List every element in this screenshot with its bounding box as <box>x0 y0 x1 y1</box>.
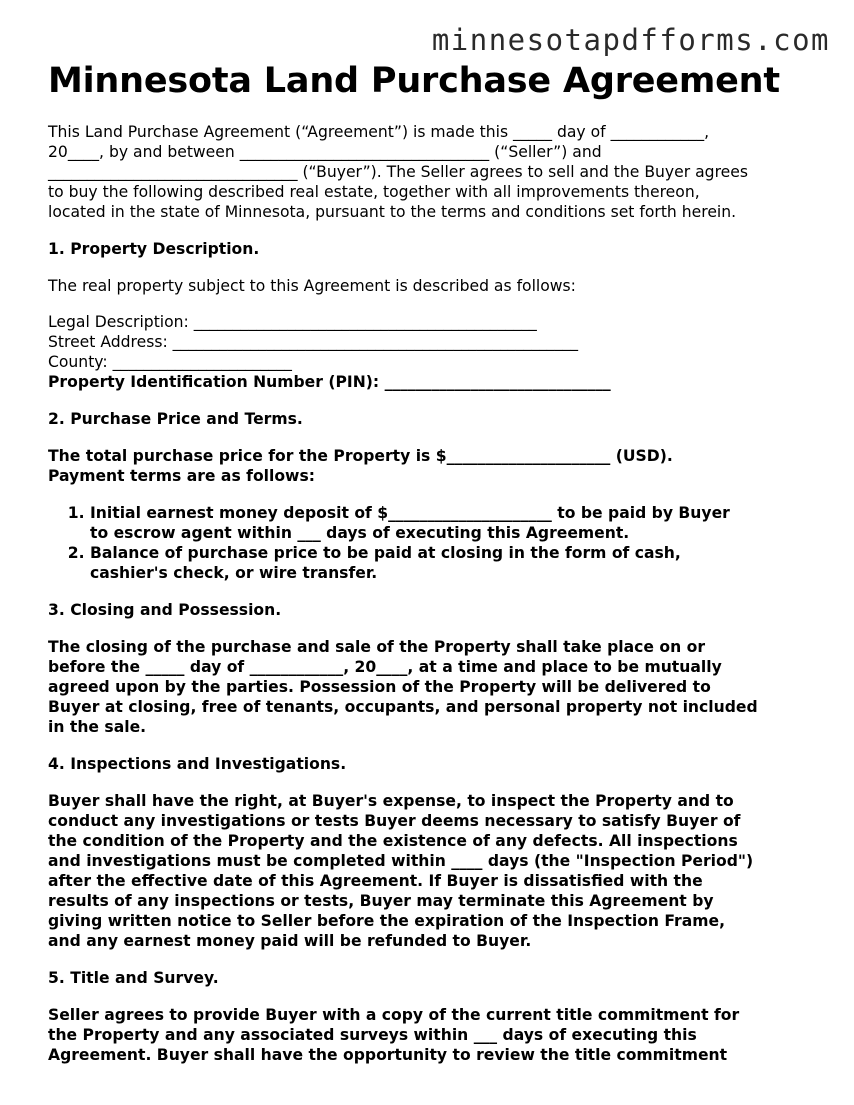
list-item-line: to escrow agent within ___ days of executing this Agreement. <box>90 524 630 542</box>
intro-paragraph <box>48 122 818 222</box>
payment-terms-list <box>48 503 818 583</box>
intro-line: 20____, by and between ________________________________ (“Seller”) and <box>48 143 602 161</box>
section-heading-closing: 3. Closing and Possession. <box>48 601 282 619</box>
intro-line: This Land Purchase Agreement (“Agreement”) is made this _____ day of ____________, <box>48 123 710 141</box>
paragraph-line: the Property and any associated surveys within ___ days of executing this <box>48 1026 697 1044</box>
section-heading-title-survey: 5. Title and Survey. <box>48 969 219 987</box>
paragraph-line: after the effective date of this Agreement. If Buyer is dissatisfied with the <box>48 872 703 890</box>
intro-line: located in the state of Minnesota, pursuant to the terms and conditions set forth herein. <box>48 203 737 221</box>
paragraph-line: and investigations must be completed within ____ days (the "Inspection Period") <box>48 852 754 870</box>
paragraph-line: The closing of the purchase and sale of the Property shall take place on or <box>48 638 706 656</box>
paragraph-line: The total purchase price for the Property is $_____________________ (USD). <box>48 447 673 465</box>
inspections-paragraph <box>48 791 818 951</box>
purchase-price-paragraph <box>48 446 818 486</box>
closing-paragraph <box>48 637 818 737</box>
property-description-text: The real property subject to this Agreement is described as follows: <box>48 277 576 295</box>
section-heading-inspections: 4. Inspections and Investigations. <box>48 755 347 773</box>
pin-field: Property Identification Number (PIN): _____________________________ <box>48 373 611 391</box>
paragraph-line: giving written notice to Seller before the expiration of the Inspection Frame, <box>48 912 726 930</box>
list-item-line: cashier's check, or wire transfer. <box>90 564 378 582</box>
list-item <box>90 503 818 543</box>
list-item <box>90 543 818 583</box>
document-page <box>48 60 818 1065</box>
paragraph-line: Seller agrees to provide Buyer with a copy of the current title commitment for <box>48 1006 740 1024</box>
property-fields <box>48 312 818 392</box>
paragraph-line: agreed upon by the parties. Possession of the Property will be delivered to <box>48 678 711 696</box>
paragraph-line: Buyer shall have the right, at Buyer's expense, to inspect the Property and to <box>48 792 734 810</box>
intro-line: to buy the following described real estate, together with all improvements thereon, <box>48 183 700 201</box>
street-address-field: Street Address: ____________________________________________________ <box>48 333 579 351</box>
paragraph-line: Agreement. Buyer shall have the opportunity to review the title commitment <box>48 1046 728 1064</box>
paragraph-line: in the sale. <box>48 718 147 736</box>
paragraph-line: before the _____ day of ____________, 20____, at a time and place to be mutually <box>48 658 722 676</box>
paragraph-line: results of any inspections or tests, Buyer may terminate this Agreement by <box>48 892 714 910</box>
title-survey-paragraph <box>48 1005 818 1065</box>
watermark: minnesotapdfforms.com <box>431 23 830 57</box>
document-title: Minnesota Land Purchase Agreement <box>48 61 780 101</box>
list-item-line: Balance of purchase price to be paid at closing in the form of cash, <box>90 544 681 562</box>
paragraph-line: and any earnest money paid will be refunded to Buyer. <box>48 932 532 950</box>
paragraph-line: conduct any investigations or tests Buyer deems necessary to satisfy Buyer of <box>48 812 741 830</box>
paragraph-line: the condition of the Property and the existence of any defects. All inspections <box>48 832 738 850</box>
section-heading-purchase-price: 2. Purchase Price and Terms. <box>48 410 303 428</box>
paragraph-line: Payment terms are as follows: <box>48 467 315 485</box>
section-heading-property-description: 1. Property Description. <box>48 240 260 258</box>
intro-line: ________________________________ (“Buyer”). The Seller agrees to sell and the Buyer agrees <box>48 163 748 181</box>
list-item-line: Initial earnest money deposit of $_____________________ to be paid by Buyer <box>90 504 730 522</box>
legal-description-field: Legal Description: ____________________________________________ <box>48 313 537 331</box>
county-field: County: _______________________ <box>48 353 292 371</box>
paragraph-line: Buyer at closing, free of tenants, occupants, and personal property not included <box>48 698 758 716</box>
